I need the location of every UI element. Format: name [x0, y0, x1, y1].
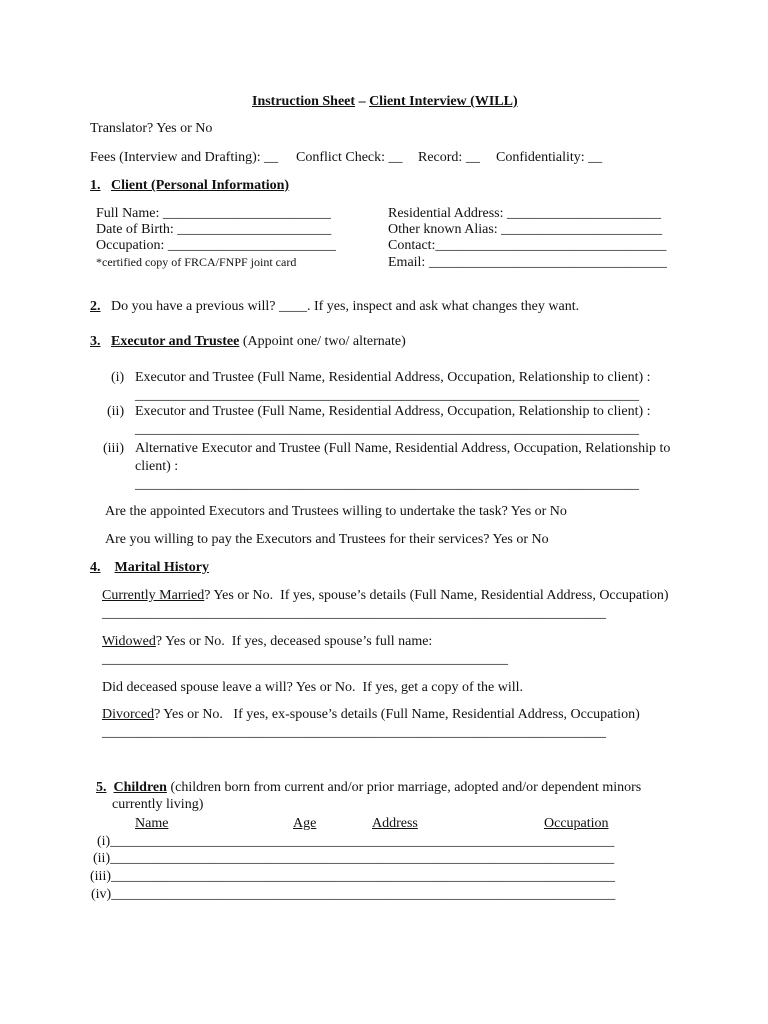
currently-married-label: Currently Married: [102, 588, 205, 603]
section3-title: Executor and Trustee: [111, 334, 240, 349]
divorced-text: ? Yes or No. If yes, ex-spouse’s details (Full Name, Residential Address, Occupation): [154, 707, 640, 722]
children-column-name: Name: [135, 816, 169, 831]
section5-number: 5.: [96, 780, 107, 795]
child-row-blank: ________________________________________________________________________: [110, 851, 615, 866]
section3-heading: [90, 334, 406, 350]
executor-2-blank: ________________________________________________________________________: [135, 422, 639, 437]
executor-1-text: Executor and Trustee (Full Name, Residential Address, Occupation, Relationship to client) :: [135, 370, 651, 385]
child-row: [97, 834, 614, 850]
child-row: [91, 887, 615, 903]
widowed-text: ? Yes or No. If yes, deceased spouse’s full name:: [155, 634, 433, 649]
title-part1: Instruction Sheet: [252, 94, 356, 109]
title-separator: –: [355, 94, 370, 109]
email-field: Email: __________________________________: [388, 255, 667, 270]
conflict-check-field: Conflict Check: __: [296, 150, 403, 165]
child-row-number: (iv): [91, 887, 112, 902]
section4-title: Marital History: [114, 560, 209, 575]
deceased-will-question: Did deceased spouse leave a will? Yes or No. If yes, get a copy of the will.: [102, 680, 524, 695]
executor-2-number: (ii): [107, 404, 125, 419]
section4-heading: [90, 560, 209, 576]
currently-married-text: ? Yes or No. If yes, spouse’s details (Full Name, Residential Address, Occupation): [204, 588, 669, 603]
full-name-field: Full Name: ________________________: [96, 206, 331, 221]
section5-heading: [96, 780, 641, 796]
section2-number: 2.: [90, 299, 101, 314]
residential-address-field: Residential Address: ______________________: [388, 206, 661, 221]
child-row-number: (iii): [90, 869, 111, 884]
executor-1-blank: ________________________________________________________________________: [135, 388, 639, 403]
children-column-age: Age: [293, 816, 317, 831]
executors-willing-question: Are the appointed Executors and Trustees willing to undertake the task? Yes or No: [105, 504, 567, 519]
section4-number: 4.: [90, 560, 101, 575]
executors-pay-question: Are you willing to pay the Executors and Trustees for their services? Yes or No: [105, 532, 549, 547]
divorced-blank: ________________________________________________________________________: [102, 725, 606, 740]
married-blank: ________________________________________________________________________: [102, 606, 606, 621]
children-column-address: Address: [372, 816, 418, 831]
page-title: [252, 94, 518, 110]
section1-number: 1.: [90, 178, 101, 193]
child-row-blank: ________________________________________________________________________: [110, 834, 615, 849]
fees-field: Fees (Interview and Drafting): __: [90, 150, 279, 165]
contact-field: Contact:_________________________________: [388, 238, 667, 253]
currently-married-line: [102, 588, 669, 604]
child-row-number: (ii): [93, 851, 111, 866]
executor-3-blank: ________________________________________________________________________: [135, 477, 639, 492]
section3-note: (Appoint one/ two/ alternate): [239, 334, 406, 349]
section1-title: Client (Personal Information): [111, 178, 290, 193]
child-row-number: (i): [97, 834, 111, 849]
executor-3-number: (iii): [103, 441, 124, 456]
confidentiality-field: Confidentiality: __: [496, 150, 603, 165]
section1-heading: [90, 178, 289, 194]
child-row-blank: ________________________________________________________________________: [111, 887, 616, 902]
title-part2: Client Interview (WILL): [369, 94, 518, 109]
section5-note-cont: currently living): [112, 797, 204, 812]
widowed-line: [102, 634, 432, 650]
divorced-line: [102, 707, 640, 723]
section2-text: Do you have a previous will? ____. If yes, inspect and ask what changes they want.: [111, 299, 580, 314]
widowed-blank: __________________________________________________________: [102, 652, 508, 667]
child-row-blank: ________________________________________________________________________: [111, 869, 615, 884]
executor-1-number: (i): [111, 370, 125, 385]
executor-3-text: Alternative Executor and Trustee (Full Name, Residential Address, Occupation, Relationship to: [135, 441, 671, 456]
divorced-label: Divorced: [102, 707, 155, 722]
section2-line: [90, 299, 579, 315]
record-field: Record: __: [418, 150, 480, 165]
occupation-field: Occupation: ________________________: [96, 238, 336, 253]
child-row: [90, 869, 615, 885]
section5-note: (children born from current and/or prior marriage, adopted and/or dependent minors: [166, 780, 642, 795]
executor-2-text: Executor and Trustee (Full Name, Residential Address, Occupation, Relationship to client) :: [135, 404, 651, 419]
children-column-occupation: Occupation: [544, 816, 609, 831]
child-row: [93, 851, 614, 867]
executor-3-text-cont: client) :: [135, 459, 179, 474]
translator-line: Translator? Yes or No: [90, 121, 213, 136]
alias-field: Other known Alias: _______________________: [388, 222, 663, 237]
section3-number: 3.: [90, 334, 101, 349]
certified-copy-note: *certified copy of FRCA/FNPF joint card: [96, 255, 297, 269]
dob-field: Date of Birth: ______________________: [96, 222, 332, 237]
section5-title: Children: [113, 780, 167, 795]
widowed-label: Widowed: [102, 634, 156, 649]
